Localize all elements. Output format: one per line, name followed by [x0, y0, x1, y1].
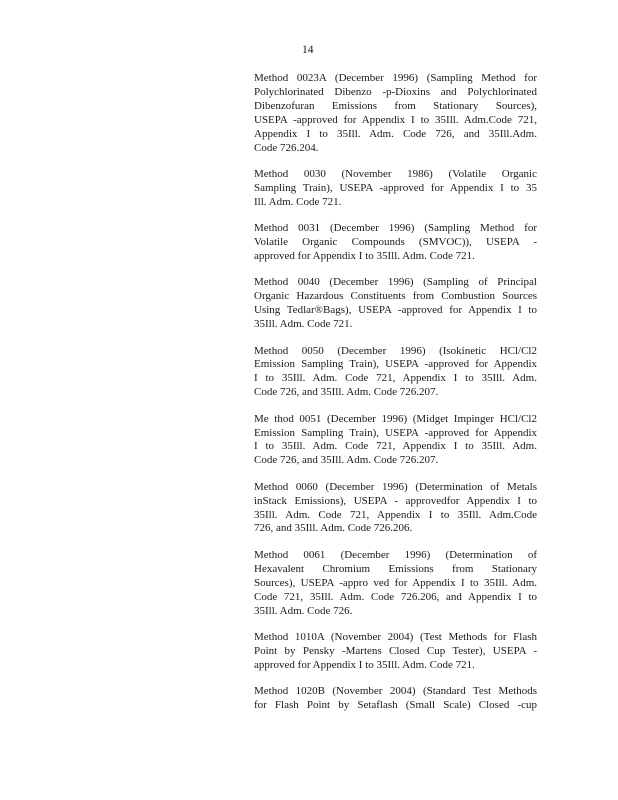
paragraph-line: for Flash Point by Setaflash (Small Scale) Closed -cup: [254, 699, 537, 712]
paragraph-line: Method 1020B (November 2004) (Standard Test Methods: [254, 685, 537, 698]
paragraph-line: Method 0023A (December 1996) (Sampling Method for: [254, 72, 537, 84]
paragraph-line: Volatile Organic Compounds (SMVOC)), USEPA -: [254, 236, 537, 249]
paragraph-line: approved for Appendix I to 35Ill. Adm. Code 721.: [254, 658, 475, 671]
paragraph-line: Dibenzofuran Emissions from Stationary Sources),: [254, 99, 537, 112]
paragraph-line: approved for Appendix I to 35Ill. Adm. Code 721.: [254, 249, 475, 262]
paragraph-line: Method 0031 (December 1996) (Sampling Method for: [254, 222, 537, 235]
paragraph-line: I to 35Ill. Adm. Code 721, Appendix I to 35Ill. Adm.: [254, 372, 537, 385]
paragraph-line: inStack Emissions), USEPA - approvedfor Appendix I to: [254, 494, 537, 507]
paragraph-line: Code 726.204.: [254, 141, 319, 154]
paragraph-line: Code 721, 35Ill. Adm. Code 726.206, and Appendix I to: [254, 590, 537, 603]
page-number: 14: [302, 44, 314, 56]
paragraph-line: Code 726, and 35Ill. Adm. Code 726.207.: [254, 454, 439, 467]
paragraph-line: 35Ill. Adm. Code 726.: [254, 604, 353, 617]
method-paragraph: [254, 631, 537, 673]
method-paragraph: [254, 549, 537, 619]
paragraph-line: Method 0050 (December 1996) (Isokinetic HCl/Cl2: [254, 344, 537, 357]
paragraph-line: Appendix I to 35Ill. Adm. Code 726, and 35Ill.Adm.: [254, 127, 537, 140]
paragraph-line: Me thod 0051 (December 1996) (Midget Impinger HCl/Cl2: [254, 412, 537, 425]
paragraph-line: USEPA -approved for Appendix I to 35Ill. Adm.Code 721,: [254, 113, 537, 126]
paragraph-line: Sources), USEPA -appro ved for Appendix I to 35Ill. Adm.: [254, 576, 537, 589]
paragraph-line: Method 0040 (December 1996) (Sampling of Principal: [254, 276, 537, 289]
paragraph-line: I to 35Ill. Adm. Code 721, Appendix I to 35Ill. Adm.: [254, 440, 537, 453]
method-paragraph: [254, 72, 537, 155]
paragraph-line: Sampling Train), USEPA -approved for Appendix I to 35: [254, 181, 537, 194]
paragraph-line: 35Ill. Adm. Code 721, Appendix I to 35Ill. Adm.Code: [254, 508, 537, 521]
paragraph-line: Method 0030 (November 1986) (Volatile Organic: [254, 167, 537, 180]
paragraph-line: Polychlorinated Dibenzo -p-Dioxins and Polychlorinated: [254, 85, 537, 98]
paragraph-line: Method 0061 (December 1996) (Determination of: [254, 548, 537, 561]
paragraph-line: Using Tedlar®Bags), USEPA -approved for Appendix I to: [254, 304, 537, 317]
paragraph-line: Code 726, and 35Ill. Adm. Code 726.207.: [254, 386, 439, 399]
method-paragraph: [254, 481, 537, 537]
paragraph-line: Ill. Adm. Code 721.: [254, 195, 342, 208]
paragraph-line: Emission Sampling Train), USEPA -approved for Appendix: [254, 358, 537, 371]
method-paragraph: [254, 222, 537, 264]
text-column: [254, 72, 537, 725]
method-paragraph: [254, 345, 537, 401]
method-paragraph: [254, 685, 537, 713]
paragraph-line: Hexavalent Chromium Emissions from Stationary: [254, 562, 537, 575]
paragraph-line: 35Ill. Adm. Code 721.: [254, 318, 353, 331]
paragraph-line: Emission Sampling Train), USEPA -approved for Appendix: [254, 426, 537, 439]
paragraph-line: Method 0060 (December 1996) (Determination of Metals: [254, 480, 537, 493]
paragraph-line: Organic Hazardous Constituents from Combustion Sources: [254, 290, 537, 303]
paragraph-line: Point by Pensky -Martens Closed Cup Tester), USEPA -: [254, 644, 537, 657]
method-paragraph: [254, 276, 537, 332]
paragraph-line: 726, and 35Ill. Adm. Code 726.206.: [254, 522, 413, 535]
method-paragraph: [254, 413, 537, 469]
paragraph-line: Method 1010A (November 2004) (Test Methods for Flash: [254, 630, 537, 643]
method-paragraph: [254, 168, 537, 210]
